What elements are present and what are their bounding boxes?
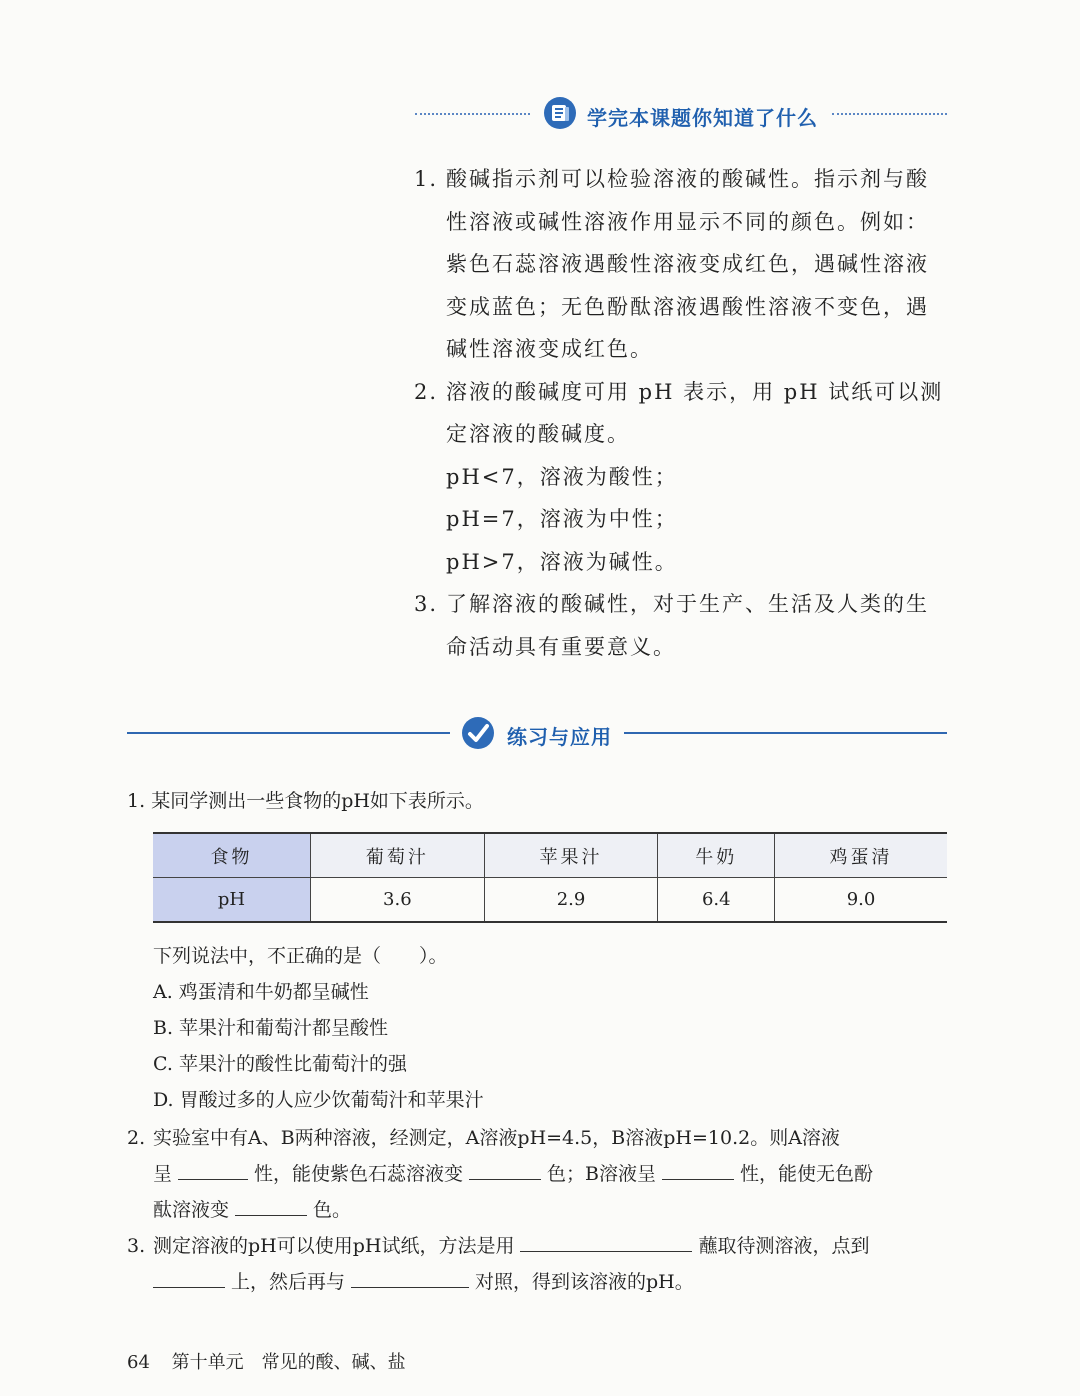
unit-title: 第十单元 常见的酸、碱、盐: [171, 1352, 406, 1373]
question-3: [127, 1228, 949, 1300]
text-fragment: 酞溶液变: [153, 1199, 230, 1221]
option-c: C. 苹果汁的酸性比葡萄汁的强: [153, 1053, 407, 1075]
question-stem: 下列说法中，不正确的是（ ）。: [153, 945, 448, 967]
summary-item: [414, 583, 949, 668]
answer-blank[interactable]: [153, 1267, 225, 1288]
option-a: A. 鸡蛋清和牛奶都呈碱性: [153, 981, 369, 1003]
summary-item: [414, 371, 949, 456]
table-cell: 6.4: [658, 878, 775, 923]
question-3-line-2: [153, 1264, 949, 1300]
answer-blank[interactable]: [469, 1159, 541, 1180]
summary-item-number: 3.: [414, 592, 439, 616]
text-fragment: 性，能使紫色石蕊溶液变: [254, 1163, 464, 1185]
pencil-check-icon: [461, 716, 495, 750]
table-cell: pH: [153, 878, 311, 923]
table-cell: 葡萄汁: [311, 833, 485, 878]
table-cell: 鸡蛋清: [775, 833, 947, 878]
table-cell: 食物: [153, 833, 311, 878]
food-ph-table: [153, 832, 947, 923]
answer-blank[interactable]: [351, 1267, 469, 1288]
summary-section-header: [415, 88, 947, 140]
text-fragment: 蘸取待测溶液，点到: [698, 1235, 870, 1257]
answer-blank[interactable]: [235, 1195, 307, 1216]
question-number: 3.: [127, 1235, 146, 1257]
exercise-section-header: [127, 710, 947, 760]
summary-item-text: 酸碱指示剂可以检验溶液的酸碱性。指示剂与酸性溶液或碱性溶液作用显示不同的颜色。例如：紫色石蕊溶液遇酸性溶液变成红色，遇碱性溶液变成蓝色；无色酚酞溶液遇酸性溶液不变色，遇碱性溶液变成红色。: [446, 167, 929, 361]
page-footer: [127, 1348, 406, 1374]
table-row: [153, 878, 947, 923]
summary-item: [414, 158, 949, 371]
question-2: [127, 1120, 949, 1228]
question-1-choices: [153, 938, 953, 1118]
header-left-rule: [127, 732, 450, 734]
table-cell: 9.0: [775, 878, 947, 923]
summary-item-number: 2.: [414, 379, 439, 404]
ph-rule-neutral: pH=7，溶液为中性；: [446, 507, 678, 531]
table-cell: 3.6: [311, 878, 485, 923]
page-number: 64: [127, 1352, 150, 1373]
header-right-divider: [832, 113, 947, 115]
option-d: D. 胃酸过多的人应少饮葡萄汁和苹果汁: [153, 1089, 484, 1111]
summary-item-text: 溶液的酸碱度可用 pH 表示，用 pH 试纸可以测定溶液的酸碱度。: [446, 379, 944, 446]
question-2-line-1: 实验室中有A、B两种溶液，经测定，A溶液pH=4.5，B溶液pH=10.2。则A溶液: [153, 1127, 840, 1149]
ph-rule-acidic: pH<7，溶液为酸性；: [446, 464, 678, 489]
table-cell: 2.9: [484, 878, 658, 923]
header-left-divider: [415, 113, 530, 115]
question-2-line-2: [153, 1156, 949, 1192]
question-text: 某同学测出一些食物的pH如下表所示。: [151, 790, 484, 812]
question-2-line-3: [153, 1192, 949, 1228]
header-right-rule: [624, 732, 947, 734]
text-fragment: 测定溶液的pH可以使用pH试纸，方法是用: [153, 1235, 515, 1257]
question-3-line-1: [153, 1228, 949, 1264]
question-1-prompt: [127, 783, 484, 819]
text-fragment: 性，能使无色酚: [740, 1163, 874, 1185]
text-fragment: 对照，得到该溶液的pH。: [475, 1271, 694, 1293]
question-number: 1.: [127, 790, 146, 812]
table-header-row: [153, 833, 947, 878]
summary-item-number: 1.: [414, 167, 439, 191]
exercise-section-title: 练习与应用: [507, 725, 612, 749]
table-cell: 牛奶: [658, 833, 775, 878]
text-fragment: 呈: [153, 1163, 173, 1185]
answer-blank[interactable]: [178, 1159, 248, 1180]
answer-blank[interactable]: [520, 1231, 692, 1252]
book-icon: [543, 96, 577, 130]
text-fragment: 色；B溶液呈: [547, 1163, 656, 1185]
ph-rule-basic: pH>7，溶液为碱性。: [446, 549, 678, 574]
text-fragment: 上，然后再与: [231, 1271, 346, 1293]
answer-blank[interactable]: [662, 1159, 734, 1180]
text-fragment: 色。: [313, 1199, 352, 1221]
summary-item-text: 了解溶液的酸碱性，对于生产、生活及人类的生命活动具有重要意义。: [446, 592, 929, 659]
summary-section-title: 学完本课题你知道了什么: [587, 106, 818, 130]
question-number: 2.: [127, 1127, 146, 1149]
summary-list: [414, 158, 949, 668]
table-cell: 苹果汁: [484, 833, 658, 878]
option-b: B. 苹果汁和葡萄汁都呈酸性: [153, 1017, 389, 1039]
